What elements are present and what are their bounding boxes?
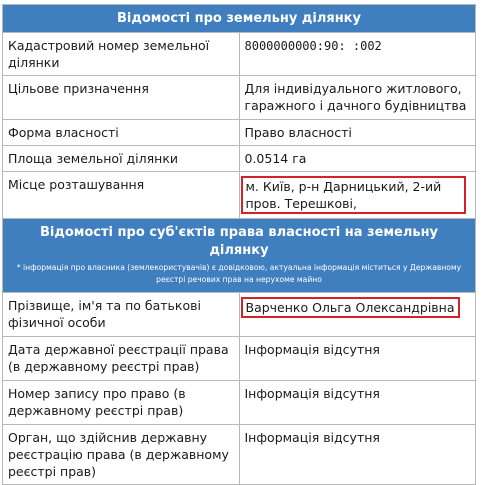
section2-title: Відомості про суб'єктів права власності на земельну ділянку: [39, 225, 439, 258]
table-row: [3, 146, 476, 172]
registration-date-value: Інформація відсутня: [239, 337, 476, 381]
table-row: [3, 172, 476, 219]
land-info-panel: [2, 4, 476, 485]
table-row: [3, 381, 476, 425]
location-value: [239, 172, 476, 219]
table-row: [3, 33, 476, 76]
table-row: [3, 337, 476, 381]
purpose-label: Цільове призначення: [3, 76, 240, 120]
location-highlight: м. Київ, р-н Дарницький, 2-ий пров. Терешкові,: [241, 176, 467, 214]
owner-name-value: [239, 293, 476, 337]
cadastral-number-text: 8000000000:90: :002: [244, 39, 382, 53]
table-row: [3, 293, 476, 337]
location-label: Місце розташування: [3, 172, 240, 219]
ownership-form-value: Право власності: [239, 120, 476, 146]
record-number-value: Інформація відсутня: [239, 381, 476, 425]
land-info-table: [2, 4, 476, 485]
ownership-form-label: Форма власності: [3, 120, 240, 146]
table-row: [3, 120, 476, 146]
cadastral-number-value: [239, 33, 476, 76]
registering-authority-label: Орган, що здійснив державну реєстрацію права (в державному реєстрі прав): [3, 425, 240, 485]
area-label: Площа земельної ділянки: [3, 146, 240, 172]
cadastral-number-label: Кадастровий номер земельної ділянки: [3, 33, 240, 76]
section1-header-row: [3, 5, 476, 33]
section2-header-row: [3, 219, 476, 293]
registering-authority-value: Інформація відсутня: [239, 425, 476, 485]
table-row: [3, 76, 476, 120]
record-number-label: Номер запису про право (в державному реєстрі прав): [3, 381, 240, 425]
owner-name-label: Прізвище, ім'я та по батькові фізичної особи: [3, 293, 240, 337]
section2-note: * інформація про власника (землекористувачів) є довідковою, актуальна інформація міститься у Державному реєстрі речових прав на нерухоме майно: [16, 263, 462, 284]
section1-title: Відомості про земельну ділянку: [3, 5, 476, 33]
section2-header: [3, 219, 476, 293]
area-value: 0.0514 га: [239, 146, 476, 172]
owner-name-highlight: Варченко Ольга Олександрівна: [241, 297, 460, 318]
registration-date-label: Дата державної реєстрації права (в державному реєстрі прав): [3, 337, 240, 381]
table-row: [3, 425, 476, 485]
purpose-value: Для індивідуального житлового, гаражного і дачного будівництва: [239, 76, 476, 120]
